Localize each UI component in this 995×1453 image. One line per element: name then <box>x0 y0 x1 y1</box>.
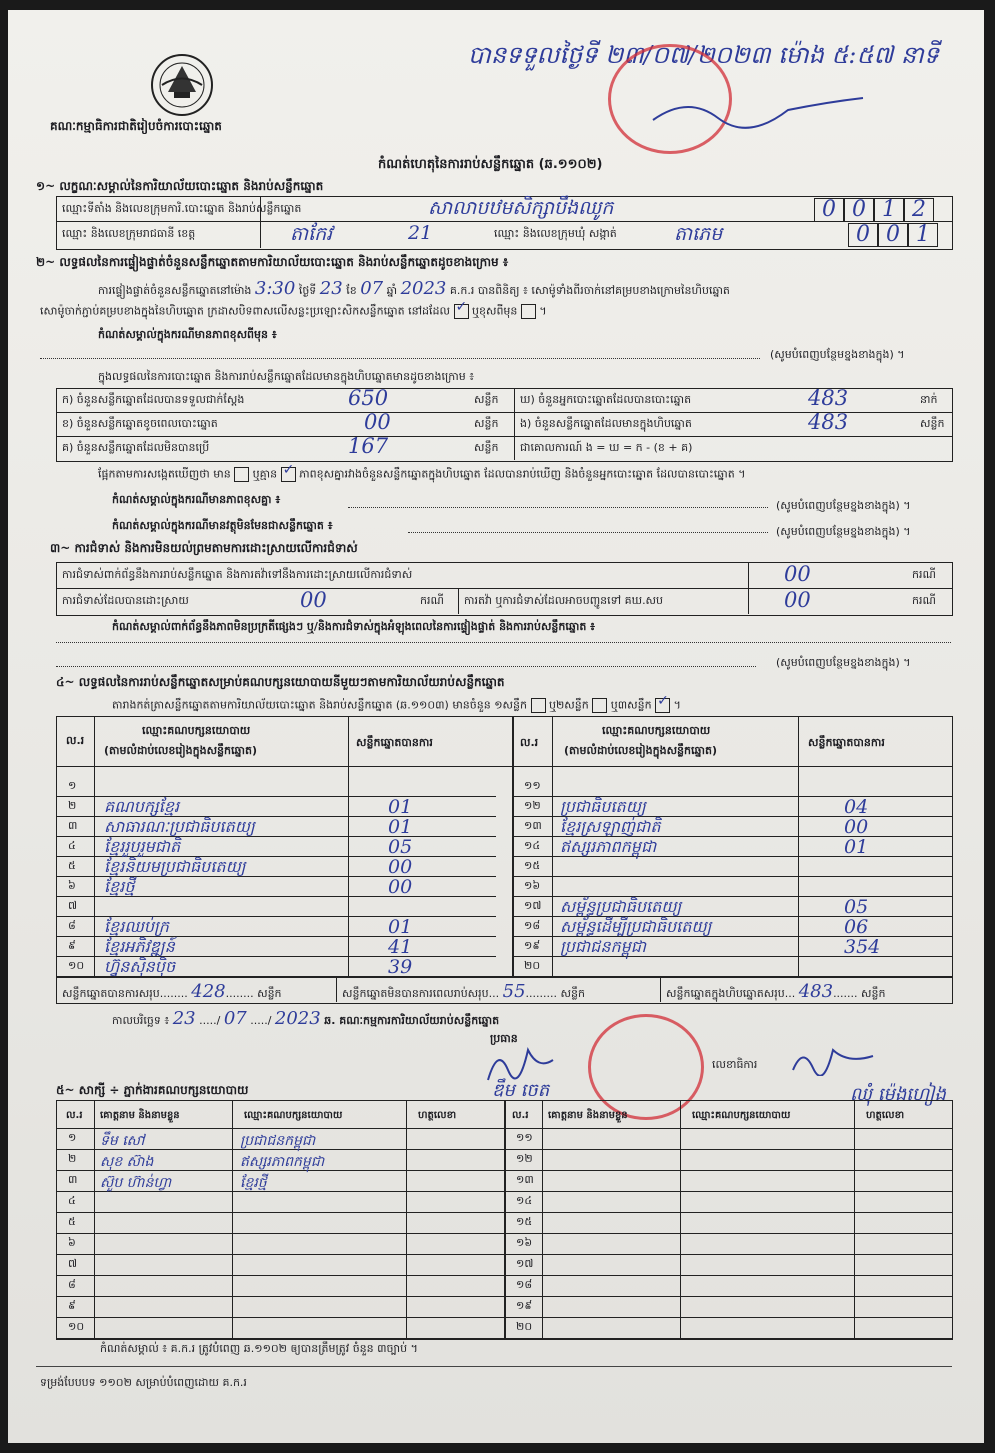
results-row-divider <box>512 876 952 877</box>
has-difference-checkbox[interactable] <box>234 467 249 482</box>
two-sheet-checkbox[interactable] <box>592 698 607 713</box>
commune-label: ឈ្មោះ និងលេខក្រុមឃុំ សង្កាត់ <box>494 227 617 240</box>
result-votes: 01 <box>844 836 869 858</box>
s2-seal-line: សោម៉ូចាក់ភ្ជាប់គម្របខាងក្នុងនៃហិបឆ្នោត ក្រដាសបិទពាសលើសន្លះប្រឡោះសិកសន្លឹកឆ្នោត នៅដដែល ✓ ឬខុសពីមុន ។ <box>40 299 547 318</box>
s4-heading: ៤~ លទ្ធផលនៃការរាប់សន្លឹកឆ្នោតសម្រាប់គណបក្សនយោបាយនីមួយៗតាមការិយាល័យរាប់សន្លឹកឆ្នោត <box>56 675 505 689</box>
result-no: ១៣ <box>524 819 542 832</box>
compare-line: ផ្អែកតាមការសង្កេតឃើញថា មាន ឬគ្មាន ✓ ភាពខុសគ្នារវាងចំនួនសន្លឹកឆ្នោតក្នុងហិបឆ្នោត ដែលបានរាប់ឃើញ និងចំនួនអ្នកបោះឆ្នោត ដែលបានបោះឆ្នោត ។ <box>98 462 746 481</box>
footer-text: ទម្រង់បែបបទ ១១០២ សម្រាប់បំពេញដោយ គ.ក.រ <box>40 1376 247 1389</box>
result-party: ឥស្សរភាពកម្ពុជា <box>560 837 657 856</box>
witness-cell: ខ្មែរថ្មី <box>240 1175 267 1191</box>
commune: តាភេម <box>674 223 723 245</box>
witness-row-divider <box>56 1296 952 1297</box>
chair-name: ឌឹម ចេត <box>492 1080 550 1101</box>
s1-heading: ១~ លក្ខណៈសម្គាល់នៃការិយាល័យបោះឆ្នោត និងរាប់សន្លឹកឆ្នោត <box>36 179 324 193</box>
witness-cell: ១៧ <box>516 1257 534 1270</box>
witness-cell: ១៥ <box>516 1215 533 1228</box>
result-party: ហ្វ៊ុនស៊ិនប៉ិច <box>104 957 176 976</box>
s2-heading: ២~ លទ្ធផលនៃការផ្ទៀងផ្ទាត់ចំនួនសន្លឹកឆ្នោតតាមការិយាល័យបោះឆ្នោត និងរាប់សន្លឹកឆ្នោតដូចខាងក្រោម ៖ <box>36 255 509 269</box>
witness-cell: ១៤ <box>516 1194 533 1207</box>
result-votes: 01 <box>388 796 413 818</box>
result-no: ៨ <box>68 919 76 932</box>
witness-cell: ១១ <box>516 1131 533 1144</box>
witness-cell: ១៩ <box>516 1299 533 1312</box>
result-votes: 00 <box>388 876 413 898</box>
result-no: ២០ <box>524 959 541 972</box>
witness-row-divider <box>56 1317 952 1318</box>
open-box-line: ក្នុងលទ្ធផលនៃការបោះឆ្នោត និងការរាប់សន្លឹកឆ្នោតដែលមានក្នុងហិបឆ្នោតមានដូចខាងក្រោម ៖ <box>98 370 475 383</box>
total-in-box: 483 <box>798 981 834 1002</box>
unused-ballots: 167 <box>348 434 389 458</box>
result-no: ១១ <box>524 779 541 792</box>
witness-cell: ១៦ <box>516 1236 533 1249</box>
witness-cell: សុខ ស៊ាង <box>100 1154 154 1170</box>
result-no: ២ <box>68 799 77 812</box>
witness-cell: ៦ <box>68 1236 76 1249</box>
spoiled-ballots: 00 <box>364 410 391 434</box>
result-party: សម្ព័ន្ធប្រជាធិបតេយ្យ <box>560 897 682 916</box>
date-line: កាលបរិច្ឆេទ ៖ 23 ...../ 07 ...../ 2023 ឆ. គណៈកម្មការការិយាល័យរាប់សន្លឹកឆ្នោត <box>112 1008 500 1029</box>
s5-heading: ៥~ សាក្សី ÷ ភ្នាក់ងារគណបក្សនយោបាយ <box>56 1083 249 1097</box>
result-no: ១៨ <box>524 919 541 932</box>
result-no: ៣ <box>68 819 78 832</box>
result-votes: 06 <box>844 916 869 938</box>
result-party: ខ្មែររួបរួមជាតិ <box>104 837 181 856</box>
result-party: ប្រជាធិបតេយ្យ <box>560 797 646 816</box>
result-party: ខ្មែរឈប់ក្រ <box>104 917 169 936</box>
result-party: សម្ព័ន្ធដើម្បីប្រជាធិបតេយ្យ <box>560 917 712 936</box>
result-party: ខ្មែរថ្មី <box>104 877 135 896</box>
objections-count: 00 <box>784 562 811 586</box>
result-no: ១០ <box>68 959 85 972</box>
result-no: ១៥ <box>524 859 541 872</box>
witness-cell: ៤ <box>68 1194 76 1207</box>
no-difference-checkbox[interactable]: ✓ <box>281 467 296 482</box>
secretary-signature <box>788 1042 878 1076</box>
result-party: ខ្មែរស្រឡាញ់ជាតិ <box>560 817 661 836</box>
witness-cell: ២ <box>68 1152 77 1165</box>
result-votes: 00 <box>388 856 413 878</box>
result-no: ១២ <box>524 799 541 812</box>
voters-voted: 483 <box>808 386 849 410</box>
witness-cell: ១ <box>68 1131 77 1144</box>
witness-cell: ៧ <box>68 1257 78 1270</box>
witness-cell: ទឹម សៅ <box>100 1133 145 1149</box>
result-votes: 00 <box>844 816 869 838</box>
witness-row-divider <box>56 1149 952 1150</box>
form-title: កំណត់ហេតុនៃការរាប់សន្លឹកឆ្នោត (ឆ.១១០២) <box>378 157 603 172</box>
one-sheet-checkbox[interactable] <box>531 698 546 713</box>
witness-cell: ប្រជាជនកម្ពុជា <box>240 1133 316 1149</box>
received-note: បានទទួលថ្ងៃទី ២៣/០៧/២០២៣ ម៉ោង ៥:៥៧ នាទី <box>468 41 939 69</box>
result-no: ៥ <box>68 859 76 872</box>
receipt-signature <box>648 90 868 130</box>
result-no: ១៦ <box>524 879 541 892</box>
witness-cell: ១៣ <box>516 1173 534 1186</box>
witness-row-divider <box>56 1170 952 1171</box>
witness-cell: ៩ <box>68 1299 76 1312</box>
unchanged-checkbox[interactable]: ✓ <box>454 304 469 319</box>
total-invalid: 55 <box>502 981 526 1002</box>
three-sheet-checkbox[interactable]: ✓ <box>655 698 670 713</box>
witness-cell: ២០ <box>516 1320 533 1333</box>
s4-sub: តារាងកត់ត្រាសន្លឹកឆ្នោតតាមការិយាល័យបោះឆ្នោត និងរាប់សន្លឹកឆ្នោត (ឆ.១១០៣) មានចំនួន ១សន្លឹក ឬ២សន្លឹក ឬ៣សន្លឹក ✓ ។ <box>112 693 681 712</box>
witness-row-divider <box>56 1275 952 1276</box>
referred-count: 00 <box>784 588 811 612</box>
result-no: ១៩ <box>524 939 541 952</box>
result-votes: 39 <box>388 956 413 978</box>
province-no: 21 <box>408 222 433 244</box>
witness-row-divider <box>56 1338 952 1339</box>
form-sheet: គណៈកម្មាធិការជាតិរៀបចំការបោះឆ្នោត បានទទួលថ្ងៃទី ២៣/០៧/២០២៣ ម៉ោង ៥:៥៧ នាទី កំណត់ហេតុនៃការរាប់សន្លឹកឆ្នោត (ឆ.១១០២) ១~ លក្ខណៈសម្គាល់នៃការិយាល័យបោះឆ្នោត និងរាប់សន្លឹកឆ្នោត ឈ្មោះទីតាំង និងលេខក្រុមការិ.បោះឆ្នោត និងរាប់សន្លឹកឆ្នោត សាលាបឋមសិក្សាបឹងឈូក 0 0 1 2 ឈ្មោះ និងលេខក្រុមរាជធានី ខេត្ត តាកែវ 21 ឈ្មោះ និងលេខក្រុមឃុំ សង្កាត់ តាភេម 0 0 1 ២~ លទ្ធផលនៃការផ្ទៀងផ្ទាត់ចំនួនសន្លឹកឆ្នោតតាមការិយាល័យបោះឆ្នោត និងរាប់សន្លឹកឆ្នោតដូចខាងក្រោម ៖ ការផ្ទៀងផ្ទាត់ចំនួនសន្លឹកឆ្នោតនៅម៉ោង 3:30 ថ្ងៃទី 23 ខែ 07 ឆ្នាំ 2023 គ.ក.រ បានពិនិត្យ ៖ សោម៉ូទាំងពីរចាក់នៅគម្របខាងក្រោមនៃហិបឆ្នោត សោម៉ូចាក់ភ្ជាប់គម្របខាងក្នុងនៃហិបឆ្នោត ក្រដាសបិទពាសលើសន្លះប្រឡោះសិកសន្លឹកឆ្នោត នៅដដែល ✓ ឬខុសពីមុន ។ កំណត់សម្គាល់ក្នុងករណីមានភាពខុសពីមុន ៖ (សូមបំពេញបន្ថែមខ្នងខាងក្នុង) ។ ក្នុងលទ្ធផលនៃការបោះឆ្នោត និងការរាប់សន្លឹកឆ្នោតដែលមានក្នុងហិបឆ្នោតមានដូចខាងក្រោម ៖ ក) ចំនួនសន្លឹកឆ្នោតដែលបានទទួលជាក់ស្តែង 650 សន្លឹក ឃ) ចំនួនអ្នកបោះឆ្នោតដែលបានបោះឆ្នោត 483 នាក់ ខ) ចំនួនសន្លឹកឆ្នោតខូចពេលបោះឆ្នោត 00 សន្លឹក ង) ចំនួនសន្លឹកឆ្នោតដែលមានក្នុងហិបឆ្នោត 483 សន្លឹក គ) ចំនួនសន្លឹកឆ្នោតដែលមិនបានប្រើ 167 សន្លឹក ជាគោលការណ៍ ង = ឃ = ក - (ខ + គ) ផ្អែកតាមការសង្កេតឃើញថា មាន ឬគ្មាន ✓ ភាពខុសគ្នារវាងចំនួនសន្លឹកឆ្នោតក្នុងហិបឆ្នោត ដែលបានរាប់ឃើញ និងចំនួនអ្នកបោះឆ្នោត ដែលបានបោះឆ្នោត ។ កំណត់សម្គាល់ក្នុងករណីមានភាពខុសគ្នា ៖ (សូមបំពេញបន្ថែមខ្នងខាងក្នុង) ។ កំណត់សម្គាល់ក្នុងករណីមានវត្ថុមិនមែនជាសន្លឹកឆ្នោត ៖ (សូមបំពេញបន្ថែមខ្នងខាងក្នុង) ។ ៣~ ការជំទាស់ និងការមិនយល់ព្រមតាមការដោះស្រាយលើការជំទាស់ ការជំទាស់ពាក់ព័ន្ធនឹងការរាប់សន្លឹកឆ្នោត និងការតវ៉ាទៅនឹងការដោះស្រាយលើការជំទាស់ 00 ករណី ការជំទាស់ដែលបានដោះស្រាយ 00 ករណី ការតវ៉ា ឬការជំទាស់ដែលអាចបញ្ជូនទៅ គឃ.សប 00 ករណី កំណត់សម្គាល់ពាក់ព័ន្ធនឹងភាពមិនប្រក្រតីផ្សេងៗ ឬ/និងការជំទាស់ក្នុងអំឡុងពេលនៃការផ្ទៀងផ្ទាត់ និងការរាប់សន្លឹកឆ្នោត ៖ (សូមបំពេញបន្ថែមខ្នងខាងក្នុង) ។ ៤~ លទ្ធផលនៃការរាប់សន្លឹកឆ្នោតសម្រាប់គណបក្សនយោបាយនីមួយៗតាមការិយាល័យរាប់សន្លឹកឆ្នោត តារាងកត់ត្រាសន្លឹកឆ្នោតតាមការិយាល័យបោះឆ្នោត និងរាប់សន្លឹកឆ្នោត (ឆ.១១០៣) មានចំនួន ១សន្លឹក ឬ២សន្លឹក ឬ៣សន្លឹក ✓ ។ ល.រ ឈ្មោះគណបក្សនយោបាយ (តាមលំដាប់លេខរៀងក្នុងសន្លឹកឆ្នោត) សន្លឹកឆ្នោតបានការ ល.រ ឈ្មោះគណបក្សនយោបាយ (តាមលំដាប់លេខរៀងក្នុងសន្លឹកឆ្នោត) សន្លឹកឆ្នោតបានការ ១ ២ គណបក្សខ្មែរ 01 ៣ សាធារណៈប្រជាធិបតេយ្យ 01 ៤ ខ្មែររួបរួមជាតិ 05 ៥ ខ្មែរនិយមប្រជាធិបតេយ្យ 00 ៦ ខ្មែរថ្មី 00 ៧ ៨ ខ្មែរឈប់ក្រ 01 ៩ ខ្មែរអភិវឌ្ឍន៍ 41 ១០ ហ្វ៊ុនស៊ិនប៉ិច 39 ១១ ១២ ប្រជាធិបតេយ្យ 04 ១៣ ខ្មែរស្រឡាញ់ជាតិ 00 ១៤ ឥស្សរភាពកម្ពុជា 01 ១៥ ១៦ ១៧ សម្ព័ន្ធប្រជាធិបតេយ្យ 05 ១៨ សម្ព័ន្ធដើម្បីប្រជាធិបតេយ្យ 06 ១៩ ប្រជាជនកម្ពុជា 354 ២០ សន្លឹកឆ្នោតបានការសរុប........ 428........ សន្លឹក សន្លឹកឆ្នោតមិនបានការពេលរាប់សរុប... 55......... សន្លឹក សន្លឹកឆ្នោតក្នុងហិបឆ្នោតសរុប... 483....... សន្លឹក កាលបរិច្ឆេទ ៖ 23 ...../ 07 ...../ 2023 ឆ. គណៈកម្មការការិយាល័យរាប់សន្លឹកឆ្នោត ប្រធាន ឌឹម ចេត លេខាធិការ ឈុំ ម៉េងហៀង ៥~ សាក្សី ÷ ភ្នាក់ងារគណបក្សនយោបាយ ល.រ គោត្តនាម និងនាមខ្លួន ឈ្មោះគណបក្សនយោបាយ ហត្ថលេខា ល.រ គោត្តនាម និងនាមខ្លួន ឈ្មោះគណបក្សនយោបាយ ហត្ថលេខា ១ ទឹម សៅ ប្រជាជនកម្ពុជា ១១ ២ សុខ ស៊ាង ឥស្សរភាពកម្ពុជា ១២ ៣ ស៊ួប ហ៊ាន់ហ្វា ខ្មែរថ្មី ១៣ ៤ ១៤ ៥ ១៥ ៦ ១៦ ៧ ១៧ ៨ ១៨ ៩ ១៩ ១០ ២០ កំណត់សម្គាល់ ៖ គ.ក.រ ត្រូវបំពេញ ឆ.១១០២ ឲ្យបានត្រឹមត្រូវ ចំនួន ៣ច្បាប់ ។ ទម្រង់បែបបទ ១១០២ សម្រាប់បំពេញដោយ គ.ក.រ <box>8 10 984 1443</box>
note-if-wrong: កំណត់សម្គាល់ក្នុងករណីមានភាពខុសពីមុន ៖ <box>98 328 277 341</box>
polling-station-name: សាលាបឋមសិក្សាបឹងឈូក <box>428 197 614 219</box>
witness-row-divider <box>56 1233 952 1234</box>
result-votes: 41 <box>388 936 413 958</box>
province: តាកែវ <box>290 223 333 245</box>
result-no: ៤ <box>68 839 76 852</box>
result-party: ខ្មែរនិយមប្រជាធិបតេយ្យ <box>104 857 246 876</box>
s1-row2-label: ឈ្មោះ និងលេខក្រុមរាជធានី ខេត្ត <box>62 227 196 240</box>
result-no: ១ <box>68 779 77 792</box>
witness-cell: ១៨ <box>516 1278 533 1291</box>
witness-row-divider <box>56 1254 952 1255</box>
result-party: គណបក្សខ្មែរ <box>104 797 180 816</box>
changed-checkbox[interactable] <box>521 304 536 319</box>
result-votes: 05 <box>844 896 869 918</box>
witness-cell: ១០ <box>68 1320 85 1333</box>
witness-cell: ៣ <box>68 1173 78 1186</box>
s3-heading: ៣~ ការជំទាស់ និងការមិនយល់ព្រមតាមការដោះស្រាយលើការជំទាស់ <box>50 541 358 555</box>
witness-row-divider <box>56 1212 952 1213</box>
witness-row-divider <box>56 1191 952 1192</box>
total-valid: 428 <box>191 981 226 1002</box>
s5-note: កំណត់សម្គាល់ ៖ គ.ក.រ ត្រូវបំពេញ ឆ.១១០២ ឲ្យបានត្រឹមត្រូវ ចំនួន ៣ច្បាប់ ។ <box>100 1342 418 1355</box>
s2-verify-line: ការផ្ទៀងផ្ទាត់ចំនួនសន្លឹកឆ្នោតនៅម៉ោង 3:30 ថ្ងៃទី 23 ខែ 07 ឆ្នាំ 2023 គ.ក.រ បានពិនិត្យ ៖ សោម៉ូទាំងពីរចាក់នៅគម្របខាងក្រោមនៃហិបឆ្នោត <box>98 278 730 299</box>
result-no: ៧ <box>68 899 78 912</box>
result-votes: 01 <box>388 916 413 938</box>
witness-cell: ៨ <box>68 1278 76 1291</box>
commune-code: 0 0 1 <box>848 223 938 247</box>
result-party: សាធារណៈប្រជាធិបតេយ្យ <box>104 817 255 836</box>
witness-cell: ១២ <box>516 1152 533 1165</box>
secretary-name: ឈុំ ម៉េងហៀង <box>850 1084 946 1105</box>
witness-cell: ឥស្សរភាពកម្ពុជា <box>240 1154 325 1170</box>
result-votes: 01 <box>388 816 413 838</box>
received-ballots: 650 <box>348 386 389 410</box>
witness-cell: ៥ <box>68 1215 76 1228</box>
result-votes: 04 <box>844 796 869 818</box>
result-no: ៦ <box>68 879 76 892</box>
result-votes: 354 <box>844 936 881 958</box>
result-no: ១៤ <box>524 839 541 852</box>
s1-row1-label: ឈ្មោះទីតាំង និងលេខក្រុមការិ.បោះឆ្នោត និងរាប់សន្លឹកឆ្នោត <box>62 202 302 215</box>
polling-station-code: 0 0 1 2 <box>814 198 934 222</box>
result-no: ៩ <box>68 939 76 952</box>
formula: ជាគោលការណ៍ ង = ឃ = ក - (ខ + គ) <box>520 441 693 454</box>
ballots-in-box: 483 <box>808 410 849 434</box>
result-no: ១៧ <box>524 899 542 912</box>
result-party: ខ្មែរអភិវឌ្ឍន៍ <box>104 937 175 956</box>
resolved-count: 00 <box>300 588 327 612</box>
result-votes: 05 <box>388 836 413 858</box>
witness-cell: ស៊ួប ហ៊ាន់ហ្វា <box>100 1175 172 1191</box>
nec-logo <box>148 52 216 118</box>
org-name: គណៈកម្មាធិការជាតិរៀបចំការបោះឆ្នោត <box>50 119 222 133</box>
result-party: ប្រជាជនកម្ពុជា <box>560 937 647 956</box>
